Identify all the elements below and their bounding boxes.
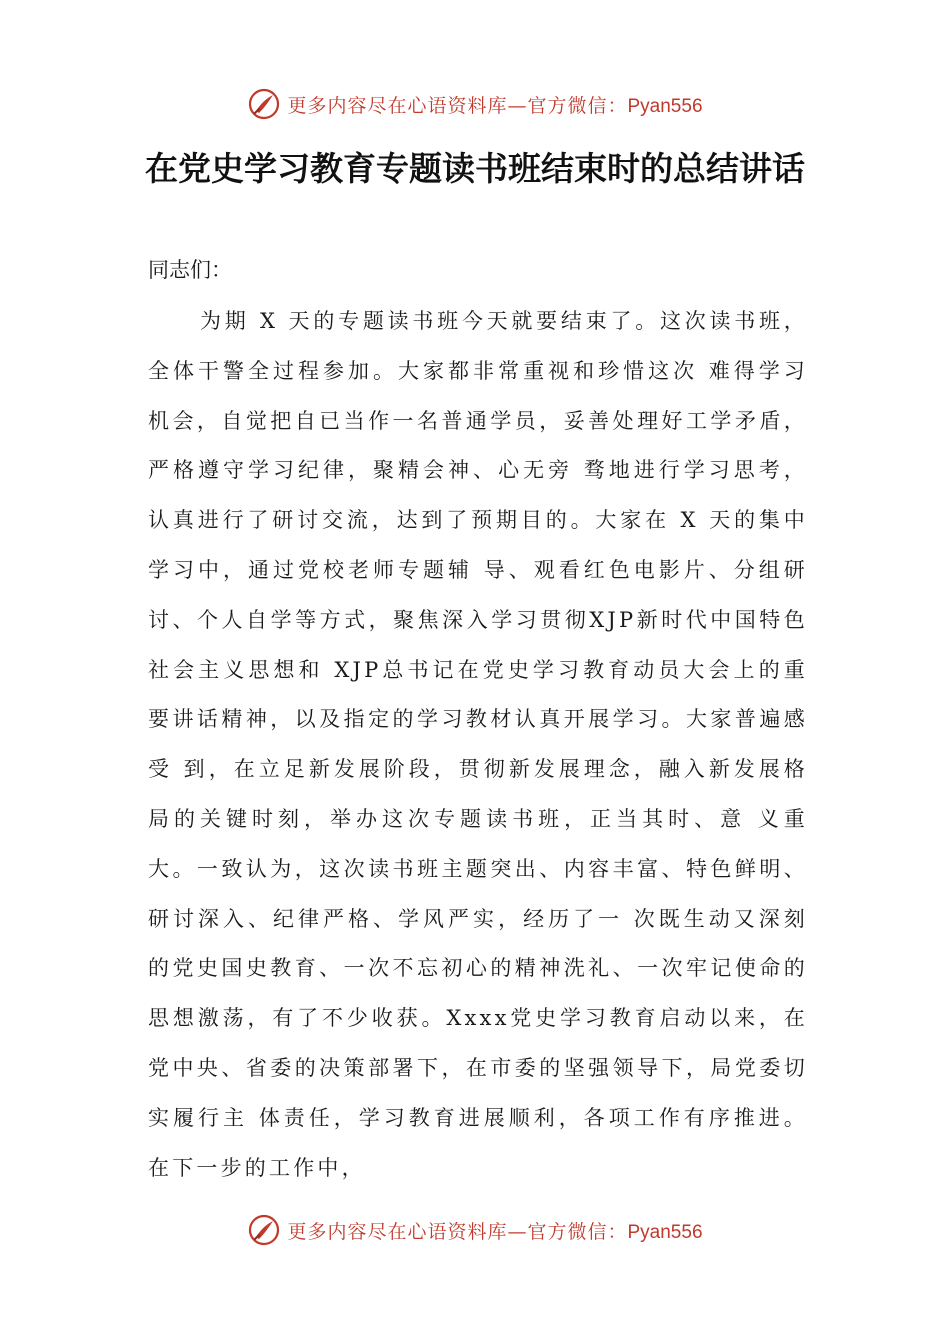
banner-wechat-id: Pyan556 [627,95,703,117]
footer-watermark-banner [0,1210,950,1250]
banner-wechat-id: Pyan556 [627,1221,703,1243]
header-watermark-banner [0,84,950,124]
banner-text: 更多内容尽在心语资料库—官方微信：Pyan556 [287,94,703,117]
brush-logo-icon [247,87,281,121]
body-paragraph: 为期 X 天的专题读书班今天就要结束了。这次读书班，全体干警全过程参加。大家都非常重视和珍惜这次 难得学习机会，自觉把自已当作一名普通学员，妥善处理好工学矛盾，严格遵守学习纪律，聚精会神、心无旁 骛地进行学习思考，认真进行了研讨交流，达到了预期目的。大家在 X 天的集中学习中，通过党校老师专题辅 导、观看红色电影片、分组研讨、个人自学等方式，聚焦深入学习贯彻XJP新时代中国特色社会主义思想和 XJP总书记在党史学习教育动员大会上的重要讲话精神，以及指定的学习教材认真开展学习。大家普遍感受 到，在立足新发展阶段，贯彻新发展理念，融入新发展格局的关键时刻，举办这次专题读书班，正当其时、意 义重大。一致认为，这次读书班主题突出、内容丰富、特色鲜明、研讨深入、纪律严格、学风严实，经历了一 次既生动又深刻的党史国史教育、一次不忘初心的精神洗礼、一次牢记使命的思想激荡，有了不少收获。Xxxx党史学习教育启动以来，在党中央、省委的决策部署下，在市委的坚强领导下，局党委切实履行主 体责任，学习教育进展顺利，各项工作有序推进。在下一步的工作中， [148,309,808,1180]
salutation: 同志们： [148,258,232,282]
document-title: 在党史学习教育专题读书班结束时的总结讲话 [145,149,805,188]
banner-text: 更多内容尽在心语资料库—官方微信：Pyan556 [287,1220,703,1243]
brush-logo-icon [247,1213,281,1247]
